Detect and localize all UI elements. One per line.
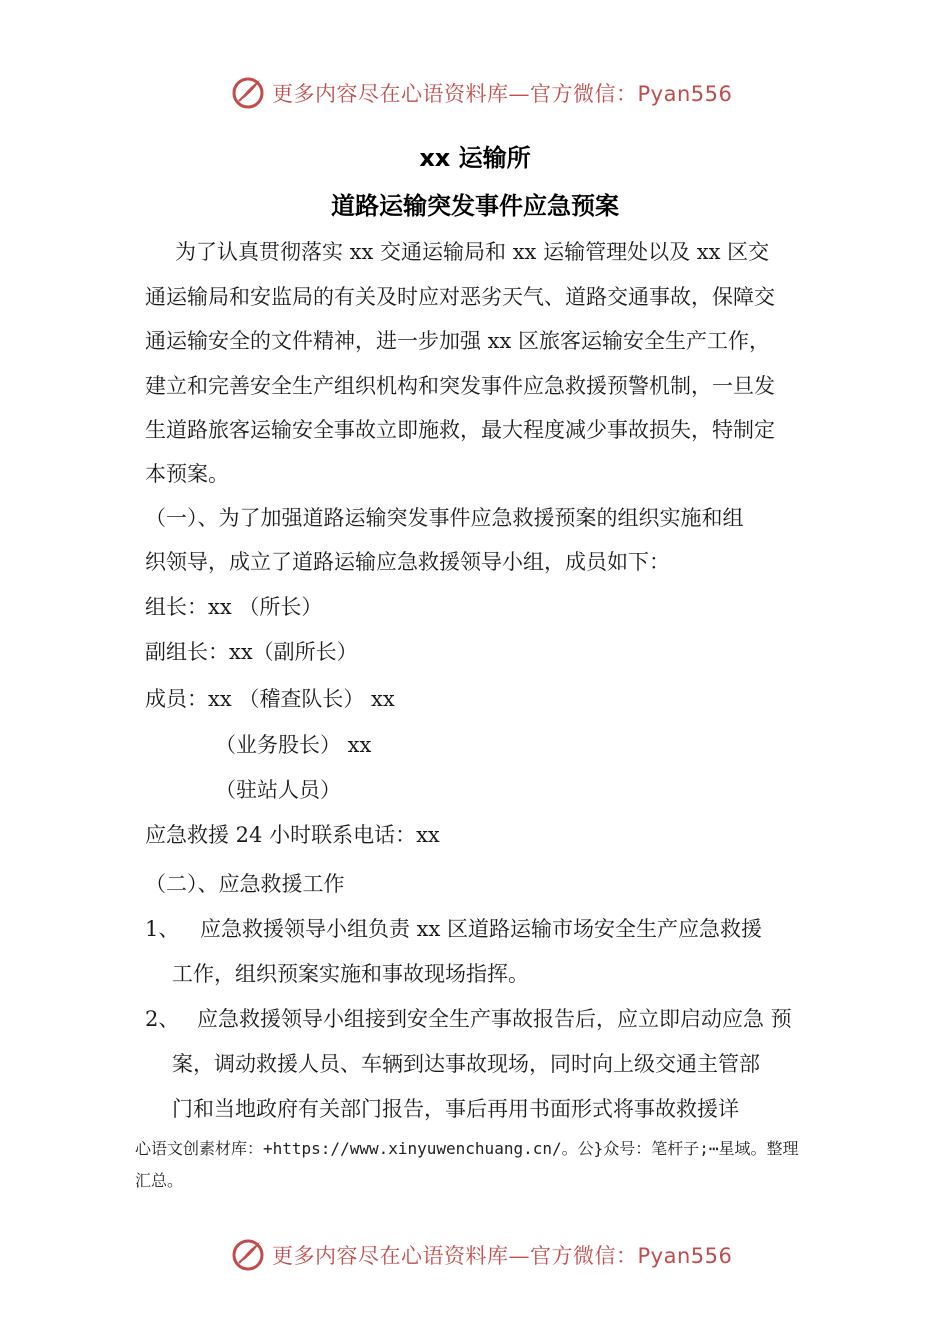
source-note-line-2: 汇总。 [135,1171,184,1190]
banner-official: 官方微信： [530,1244,638,1268]
quill-logo-icon [230,1236,266,1272]
intro-line-5: 生道路旅客运输安全事故立即施救，最大程度减少事故损失，特制定 [145,418,775,442]
quill-logo-icon [230,74,266,110]
document-org-title: xx 运输所 [419,144,531,172]
banner-slogan: 更多内容尽在心语资料库 [272,1244,509,1268]
item2-line-3: 门和当地政府有关部门报告，事后再用书面形式将事故救援详 [172,1097,739,1121]
item1-line-1: 应急救援领导小组负责 xx 区道路运输市场安全生产应急救援 [200,917,763,941]
intro-line-4: 建立和完善安全生产组织机构和突发事件应急救援预警机制，一旦发 [145,374,775,398]
section2-heading: （二）、应急救援工作 [145,872,345,896]
deputy-line: 副组长：xx（副所长） [145,640,358,664]
document-title: 道路运输突发事件应急预案 [331,192,619,220]
intro-line-6: 本预案。 [145,462,229,486]
banner-official: 官方微信： [530,82,638,106]
banner-slogan: 更多内容尽在心语资料库 [272,82,509,106]
header-banner [0,70,950,114]
footer-banner [0,1232,950,1276]
banner-text [272,1240,732,1270]
banner-text [272,78,732,108]
banner-wechat-id: Pyan556 [637,82,733,106]
item2-number: 2、 [145,1007,180,1031]
section1-line-2: 织领导，成立了道路运输应急救援领导小组，成员如下： [145,550,670,574]
leader-line: 组长：xx （所长） [145,595,323,619]
item1-line-2: 工作，组织预案实施和事故现场指挥。 [172,962,529,986]
banner-separator: — [508,1244,530,1268]
hotline-line: 应急救援 24 小时联系电话：xx [145,823,440,847]
item1-number: 1、 [145,917,180,941]
member-line-2: （业务股长） xx [215,733,372,757]
intro-line-2: 通运输局和安监局的有关及时应对恶劣天气、道路交通事故，保障交 [145,285,775,309]
banner-separator: — [508,82,530,106]
intro-line-3: 通运输安全的文件精神，进一步加强 xx 区旅客运输安全生产工作， [145,329,771,353]
section1-line-1: （一）、为了加强道路运输突发事件应急救援预案的组织实施和组 [145,506,744,530]
intro-line-1: 为了认真贯彻落实 xx 交通运输局和 xx 运输管理处以及 xx 区交 [175,240,770,264]
item2-line-2: 案，调动救援人员、车辆到达事故现场，同时向上级交通主管部 [172,1052,760,1076]
banner-wechat-id: Pyan556 [637,1244,733,1268]
member-line-3: （驻站人员） [215,778,341,802]
members-line: 成员：xx （稽查队长） xx [145,687,395,711]
item2-line-1: 应急救援领导小组接到安全生产事故报告后，应立即启动应急 预 [197,1007,792,1031]
source-note-line-1: 心语文创素材库：+https://www.xinyuwenchuang.cn/。公}众号：笔杆子;⋯星域。整理 [135,1139,799,1158]
